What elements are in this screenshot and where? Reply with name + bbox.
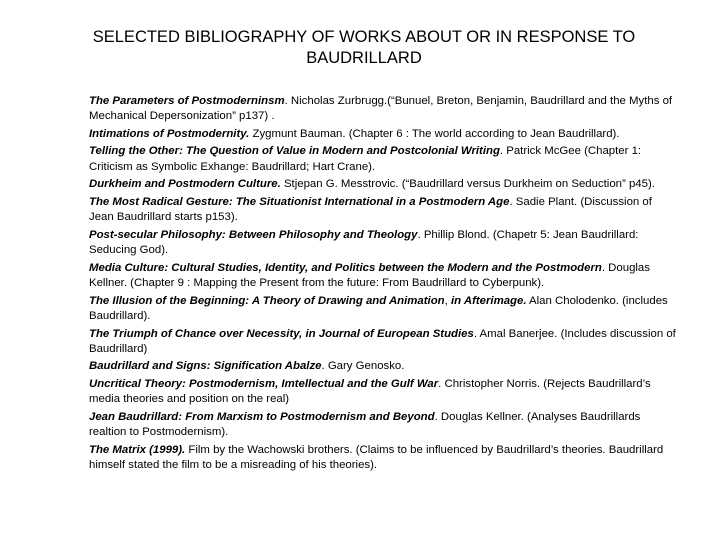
entry-details: . Douglas Kellner. (Chapter 9 : Mapping the Present from the future: From Baudrillard to Cyberpunk). bbox=[89, 261, 650, 290]
work-title: The Triumph of Chance over Necessity, in Journal of European Studies bbox=[89, 327, 474, 340]
entry-details: . Gary Genosko. bbox=[321, 360, 405, 373]
work-title: Durkheim and Postmodern Culture. bbox=[89, 178, 281, 191]
work-title: The Most Radical Gesture: The Situationist International in a Postmodern Age bbox=[89, 195, 510, 208]
entry-details: . Nicholas Zurbrugg.(“Bunuel, Breton, Benjamin, Baudrillard and the Myths of Mechanical Depersonization” p137) . bbox=[89, 95, 673, 123]
entry-details: . Phillip Blond. (Chapetr 5: Jean Baudrillard: Seducing God). bbox=[89, 228, 639, 257]
work-title: The Matrix (1999). bbox=[89, 443, 186, 456]
work-title: The Illusion of the Beginning: A Theory of Drawing and Animation bbox=[89, 294, 445, 307]
bibliography-entry bbox=[89, 443, 677, 474]
bibliography-entry bbox=[89, 327, 677, 358]
work-title: The Parameters of Postmoderninsm bbox=[89, 95, 285, 107]
entry-details: . Douglas Kellner. (Analyses Baudrillards realtion to Postmodernism). bbox=[89, 410, 641, 439]
bibliography-entry bbox=[89, 261, 677, 292]
work-title: Intimations of Postmodernity. bbox=[89, 127, 250, 140]
bibliography-entry bbox=[89, 377, 677, 408]
bibliography-entry bbox=[89, 195, 677, 226]
bibliography-entry bbox=[89, 294, 677, 325]
entry-details: Alan Cholodenko. (includes Baudrillard). bbox=[89, 294, 668, 322]
slide-title: SELECTED BIBLIOGRAPHY OF WORKS ABOUT OR IN RESPONSE TO BAUDRILLARD bbox=[92, 28, 636, 67]
bibliography-list bbox=[89, 94, 677, 476]
entry-details: . Christopher Norris. (Rejects Baudrillard’s media theories and position on the real) bbox=[89, 378, 651, 406]
work-title: Baudrillard and Signs: Signification Abalze bbox=[89, 360, 322, 373]
work-title-separator: , bbox=[444, 294, 451, 307]
publication-title: in Afterimage. bbox=[450, 294, 527, 307]
entry-details: . Sadie Plant. (Discussion of Jean Baudrillard starts p153). bbox=[89, 195, 652, 224]
work-title: Jean Baudrillard: From Marxism to Postmodernism and Beyond bbox=[89, 410, 435, 423]
work-title: Media Culture: Cultural Studies, Identity, and Politics between the Modern and the Postmodern bbox=[89, 261, 602, 274]
entry-details: . Patrick McGee (Chapter 1: Criticism as Symbolic Exhange: Baudrillard; Hart Crane). bbox=[89, 145, 642, 173]
bibliography-entry bbox=[89, 127, 677, 142]
bibliography-entry bbox=[89, 228, 677, 259]
entry-details: Zygmunt Bauman. (Chapter 6 : The world according to Jean Baudrillard). bbox=[249, 127, 620, 140]
entry-details: Film by the Wachowski brothers. (Claims to be influenced by Baudrillard’s theories. Baudrillard himself stated the film to be a misreading of his theories). bbox=[89, 443, 664, 472]
entry-details: . Amal Banerjee. (Includes discussion of Baudrillard) bbox=[89, 327, 676, 355]
entry-details: Stjepan G. Messtrovic. (“Baudrillard versus Durkheim on Seduction” p45). bbox=[280, 178, 655, 191]
work-title: Post-secular Philosophy: Between Philosophy and Theology bbox=[89, 228, 418, 241]
bibliography-entry bbox=[89, 410, 677, 441]
bibliography-entry bbox=[89, 359, 677, 374]
work-title: Telling the Other: The Question of Value in Modern and Postcolonial Writing bbox=[89, 145, 500, 158]
bibliography-entry bbox=[89, 177, 677, 192]
bibliography-entry bbox=[89, 94, 677, 125]
work-title: Uncritical Theory: Postmodernism, Imtellectual and the Gulf War bbox=[89, 378, 439, 391]
bibliography-entry bbox=[89, 144, 677, 175]
